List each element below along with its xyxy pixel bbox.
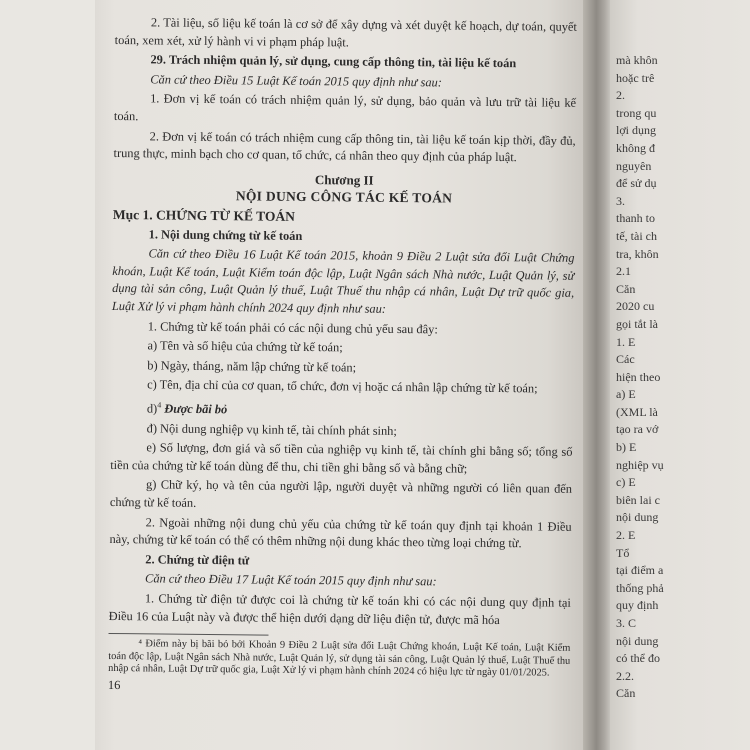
right-page-line: Các bbox=[616, 352, 635, 367]
paragraph-top: 2. Tài liệu, số liệu kế toán là cơ sở để xây dựng và xét duyệt kế hoạch, dự toán, quyết toán, xem xét, xử lý hành vi vi phạm pháp luật. bbox=[114, 15, 577, 50]
item-a: a) Tên và số hiệu của chứng từ kế toán; bbox=[147, 338, 343, 355]
chapter-title: NỘI DUNG CÔNG TÁC KẾ TOÁN bbox=[235, 188, 453, 206]
right-page-line: nội dung bbox=[616, 510, 659, 525]
right-page-line: có thể đo bbox=[616, 651, 660, 666]
item-e: e) Số lượng, đơn giá và số tiền của nghiệp vụ kinh tế, tài chính ghi bằng số; tổng số tiền của chứng từ kế toán dùng để thu, chi tiền ghi bằng số và bằng chữ; bbox=[110, 440, 573, 476]
item-1-intro: 1. Chứng từ kế toán phải có các nội dung chủ yếu sau đây: bbox=[147, 318, 438, 336]
right-page-line: không đ bbox=[616, 140, 655, 155]
item-d bbox=[111, 396, 573, 423]
right-page-line: 3. C bbox=[616, 616, 637, 630]
right-page-line: tạo ra vớ bbox=[616, 422, 659, 437]
right-page-line: (XML là bbox=[616, 404, 658, 419]
heading-1: 1. Nội dung chứng từ kế toán bbox=[148, 226, 303, 243]
right-page-line: tra, khôn bbox=[616, 246, 659, 261]
right-page-line: lợi dụng bbox=[616, 123, 657, 138]
item-g: g) Chữ ký, họ và tên của người lập, người duyệt và những người có liên quan đến chứng từ kế toán. bbox=[109, 477, 573, 510]
heading-29: 29. Trách nhiệm quản lý, sử dụng, cung cấp thông tin, tài liệu kế toán bbox=[150, 52, 517, 71]
right-page-line: 2.1 bbox=[616, 264, 631, 279]
right-page-line: Căn bbox=[616, 686, 636, 701]
right-page-line: trong qu bbox=[616, 105, 657, 120]
right-page-line: biên lai c bbox=[616, 492, 660, 507]
left-page bbox=[95, 0, 587, 750]
item-d-prefix: d) bbox=[146, 401, 158, 416]
right-page-line: tế, tài ch bbox=[616, 228, 657, 243]
right-page-line: 3. bbox=[616, 193, 625, 208]
page-number: 16 bbox=[107, 678, 121, 693]
right-page-line: hoặc trê bbox=[616, 70, 655, 85]
right-page-line: tại điểm a bbox=[616, 563, 664, 578]
right-page bbox=[610, 0, 750, 750]
right-page-line: Căn bbox=[616, 281, 636, 296]
right-page-line: 2. bbox=[616, 88, 625, 103]
item-29-1: 1. Đơn vị kế toán có trách nhiệm quản lý, sử dụng, bảo quản và lưu trữ tài liệu kế toán. bbox=[113, 91, 577, 124]
right-page-line: Tổ bbox=[616, 545, 630, 560]
heading-2: 2. Chứng từ điện tử bbox=[145, 552, 250, 568]
right-page-line: 2.2. bbox=[616, 668, 634, 683]
item-1-2: 2. Ngoài những nội dung chủ yếu của chứng từ kế toán quy định tại khoản 1 Điều này, chứng từ kế toán có thể có thêm những nội dung khác theo từng loại chứng từ. bbox=[109, 514, 572, 551]
basis-2: Căn cứ theo Điều 17 Luật Kế toán 2015 quy định như sau: bbox=[145, 571, 437, 589]
right-page-line: nguyên bbox=[616, 158, 652, 173]
left-page-content bbox=[108, 14, 577, 700]
item-29-2: 2. Đơn vị kế toán có trách nhiệm cung cấp thông tin, tài liệu kế toán kịp thời, đầy đủ, trung thực, minh bạch cho cơ quan, tổ chức, cá nhân theo quy định của pháp luật. bbox=[113, 128, 576, 165]
book-gutter bbox=[583, 0, 613, 750]
item-c: c) Tên, địa chỉ của cơ quan, tổ chức, đơn vị hoặc cá nhân lập chứng từ kế toán; bbox=[147, 377, 538, 396]
item-2-1: 1. Chứng từ điện tử được coi là chứng từ kế toán khi có các nội dung quy định tại Điều 16 của Luật này và được thể hiện dưới dạng dữ liệu điện tử, được mã hóa bbox=[108, 591, 571, 627]
right-page-line: 2020 cu bbox=[616, 299, 655, 314]
right-page-line: mà khôn bbox=[616, 53, 658, 67]
right-page-line: 1. E bbox=[616, 334, 636, 349]
item-dd: đ) Nội dung nghiệp vụ kinh tế, tài chính phát sinh; bbox=[146, 420, 397, 438]
right-page-line: hiện theo bbox=[616, 369, 661, 384]
right-page-line: 2. E bbox=[616, 528, 636, 543]
right-page-line: a) E bbox=[616, 387, 636, 402]
basis-1: Căn cứ theo Điều 16 Luật Kế toán 2015, khoản 9 Điều 2 Luật sửa đổi Luật Chứng khoán, Luật Kế toán, Luật Kiểm toán độc lập, Luật Ngân sách Nhà nước, Luật Quản lý, sử dụng tài sản công, Luật Quản lý thuế, Luật Thuế thu nhập cá nhân, Luật Dự trữ quốc gia, Luật Xử lý vi phạm hành chính 2024 quy định như sau: bbox=[111, 246, 575, 316]
right-page-line: quy định bbox=[616, 598, 659, 613]
right-page-content bbox=[616, 52, 750, 703]
right-page-line: nghiệp vụ bbox=[616, 457, 664, 472]
right-page-line: b) E bbox=[616, 440, 637, 455]
right-page-line: c) E bbox=[616, 475, 636, 490]
footnote-ref: 4 bbox=[157, 400, 162, 410]
item-d-text: Được bãi bỏ bbox=[164, 401, 228, 417]
right-page-line: để sử dụ bbox=[616, 176, 657, 191]
right-page-line: thanh to bbox=[616, 211, 655, 226]
footnote: ⁴ Điểm này bị bãi bỏ bởi Khoản 9 Điều 2 Luật sửa đổi Luật Chứng khoán, Luật Kế toán, Luật Kiểm toán độc lập, Luật Ngân sách Nhà nước, Luật Quản lý, sử dụng tài sản công, Luật Quản lý thuế, Luật Thuế thu nhập cá nhân, Luật Dự trữ quốc gia, Luật Xử lý vi phạm hành chính 2024 có hiệu lực từ ngày 01/01/2025. bbox=[108, 638, 571, 679]
basis-29: Căn cứ theo Điều 15 Luật Kế toán 2015 quy định như sau: bbox=[150, 72, 442, 90]
item-b: b) Ngày, tháng, năm lập chứng từ kế toán; bbox=[147, 358, 357, 375]
right-page-line: nội dung bbox=[616, 633, 659, 648]
section-title: Mục 1. CHỨNG TỪ KẾ TOÁN bbox=[112, 206, 295, 224]
right-page-line: gọi tắt là bbox=[616, 316, 658, 331]
right-page-line: thống phả bbox=[616, 580, 664, 595]
footnote-divider bbox=[109, 633, 269, 636]
chapter-label: Chương II bbox=[314, 171, 374, 188]
